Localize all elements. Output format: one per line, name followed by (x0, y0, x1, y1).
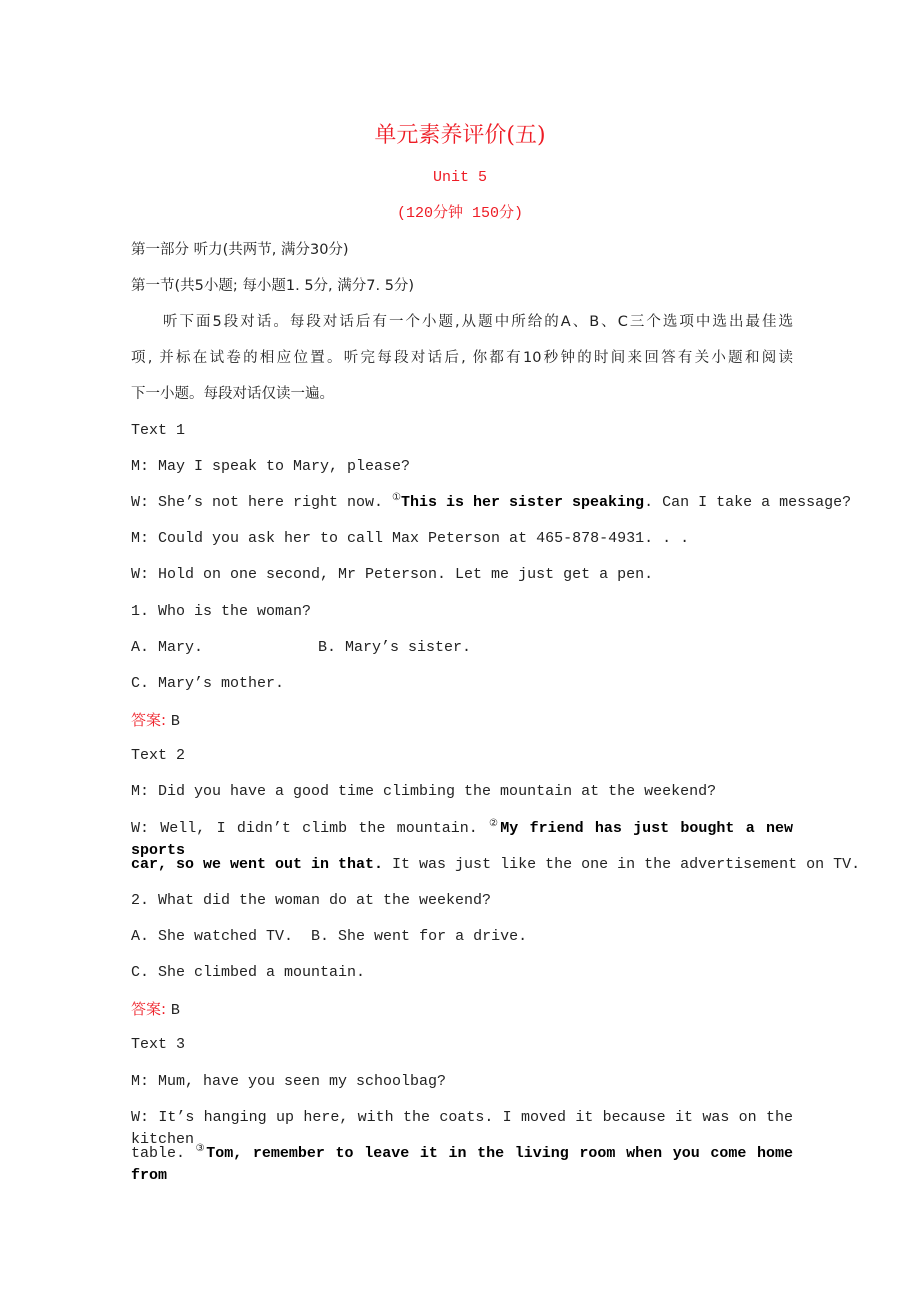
instructions-line-1: 听下面5段对话。每段对话后有一个小题,从题中所给的A、B、C三个选项中选出最佳选 (163, 314, 793, 330)
dialogue-text: table. (131, 1145, 196, 1162)
question-1: 1. Who is the woman? (131, 603, 312, 620)
options-row (131, 926, 793, 948)
option-b: B. She went for a drive. (311, 928, 528, 945)
dialogue-line: M: May I speak to Mary, please? (131, 458, 411, 475)
dialogue-line (131, 492, 852, 514)
key-sentence: car, so we went out in that. (131, 856, 384, 873)
dialogue-text: It was just like the one in the advertisement on TV. (383, 856, 861, 873)
dialogue-line (131, 854, 861, 876)
options-row (131, 637, 793, 659)
answer-row (131, 998, 793, 1022)
answer-value: B (170, 1002, 180, 1019)
note-number: ③ (195, 1144, 207, 1155)
key-sentence: This is her sister speaking (401, 494, 645, 511)
key-sentence: Tom, remember to leave it in the living room when you come home from (131, 1145, 794, 1184)
question-2: 2. What did the woman do at the weekend? (131, 892, 492, 909)
page-title: 单元素养评价(五) (374, 123, 546, 148)
option-c: C. She climbed a mountain. (131, 964, 366, 981)
subsection-heading: 第一节(共5小题; 每小题1. 5分, 满分7. 5分) (131, 278, 415, 294)
note-number: ② (489, 819, 501, 830)
dialogue-text: W: She’s not here right now. (131, 494, 393, 511)
option-a: A. She watched TV. (131, 928, 294, 945)
time-score-label: (120分钟 150分) (396, 205, 523, 222)
part-heading: 第一部分 听力(共两节, 满分30分) (131, 242, 349, 258)
dialogue-line (131, 1143, 793, 1187)
answer-label: 答案: (131, 711, 171, 729)
dialogue-text: . Can I take a message? (644, 494, 852, 511)
dialogue-line: M: Could you ask her to call Max Peterson at 465-878-4931. . . (131, 530, 690, 547)
dialogue-line: M: Did you have a good time climbing the mountain at the weekend? (131, 783, 717, 800)
dialogue-text: W: Well, I didn’t climb the mountain. (131, 820, 490, 837)
dialogue-line: W: Hold on one second, Mr Peterson. Let me just get a pen. (131, 566, 654, 583)
note-number: ① (392, 493, 402, 504)
dialogue-line: M: Mum, have you seen my schoolbag? (131, 1073, 447, 1090)
option-b: B. Mary’s sister. (318, 639, 472, 656)
answer-value: B (170, 713, 180, 730)
answer-label: 答案: (131, 1000, 171, 1018)
text-1-label: Text 1 (131, 422, 186, 439)
instructions-line-3: 下一小题。每段对话仅读一遍。 (131, 386, 334, 402)
option-c: C. Mary’s mother. (131, 675, 285, 692)
option-a: A. Mary. (131, 639, 204, 656)
dialogue-line: W: It’s hanging up here, with the coats. I moved it because it was on the kitchen (131, 1109, 793, 1148)
answer-row (131, 709, 793, 733)
text-3-label: Text 3 (131, 1036, 186, 1053)
instructions-line-2: 项, 并标在试卷的相应位置。听完每段对话后, 你都有10秒钟的时间来回答有关小题和阅读 (131, 350, 793, 366)
unit-label: Unit 5 (432, 169, 487, 186)
text-2-label: Text 2 (131, 747, 186, 764)
key-sentence: My friend has just bought a new sports (131, 820, 794, 859)
